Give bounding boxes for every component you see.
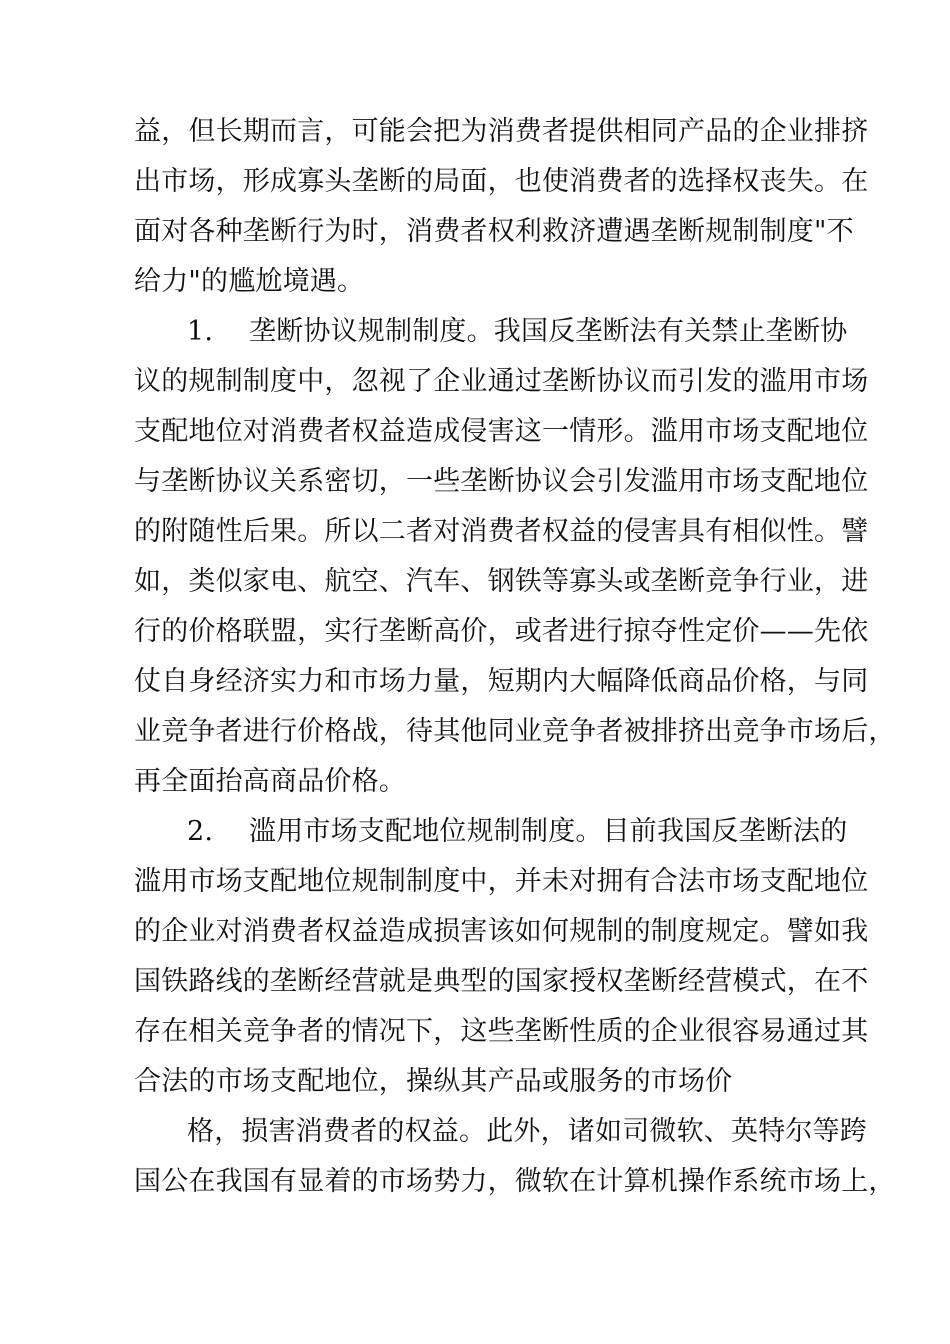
text-line-3: 面对各种垄断行为时，消费者权利救济遭遇垄断规制制度"不 bbox=[134, 216, 854, 247]
text-line-20: 合法的市场支配地位，操纵其产品或服务的市场价 bbox=[134, 1066, 733, 1097]
text-line-17: 的企业对消费者权益造成损害该如何规制的制度规定。譬如我 bbox=[134, 916, 869, 947]
text-line-9: 的附随性后果。所以二者对消费者权益的侵害具有相似性。譬 bbox=[134, 516, 869, 547]
text-line-11: 行的价格联盟，实行垄断高价，或者进行掠夺性定价——先依 bbox=[134, 616, 869, 647]
text-line-12: 仗自身经济实力和市场力量，短期内大幅降低商品价格，与同 bbox=[134, 666, 869, 697]
text-line-2: 出市场，形成寡头垄断的局面，也使消费者的选择权丧失。在 bbox=[134, 166, 869, 197]
text-line-5: 垄断协议规制制度。我国反垄断法有关禁止垄断协 bbox=[249, 316, 848, 347]
text-line-15: 滥用市场支配地位规制制度。目前我国反垄断法的 bbox=[249, 816, 848, 847]
list-item-2 bbox=[187, 814, 847, 850]
list-number-1: 1. bbox=[187, 316, 214, 347]
text-line-21: 格，损害消费者的权益。此外，诸如司微软、英特尔等跨 bbox=[187, 1116, 867, 1147]
list-item-1 bbox=[187, 314, 847, 350]
text-line-7: 支配地位对消费者权益造成侵害这一情形。滥用市场支配地位 bbox=[134, 416, 869, 447]
text-line-8: 与垄断协议关系密切，一些垄断协议会引发滥用市场支配地位 bbox=[134, 466, 869, 497]
text-line-6: 议的规制制度中，忽视了企业通过垄断协议而引发的滥用市场 bbox=[134, 366, 869, 397]
text-line-14: 再全面抬高商品价格。 bbox=[134, 766, 406, 797]
text-line-16: 滥用市场支配地位规制制度中，并未对拥有合法市场支配地位 bbox=[134, 866, 869, 897]
text-line-19: 存在相关竞争者的情况下，这些垄断性质的企业很容易通过其 bbox=[134, 1016, 869, 1047]
text-line-10: 如，类似家电、航空、汽车、钢铁等寡头或垄断竞争行业，进 bbox=[134, 566, 869, 597]
text-line-13: 业竞争者进行价格战，待其他同业竞争者被排挤出竞争市场后， bbox=[134, 716, 896, 747]
text-line-1: 益，但长期而言，可能会把为消费者提供相同产品的企业排挤 bbox=[134, 116, 869, 147]
text-line-22: 国公在我国有显着的市场势力，微软在计算机操作系统市场上， bbox=[134, 1166, 896, 1197]
text-line-4: 给力"的尴尬境遇。 bbox=[134, 266, 365, 297]
list-number-2: 2. bbox=[187, 816, 214, 847]
text-line-18: 国铁路线的垄断经营就是典型的国家授权垄断经营模式，在不 bbox=[134, 966, 869, 997]
